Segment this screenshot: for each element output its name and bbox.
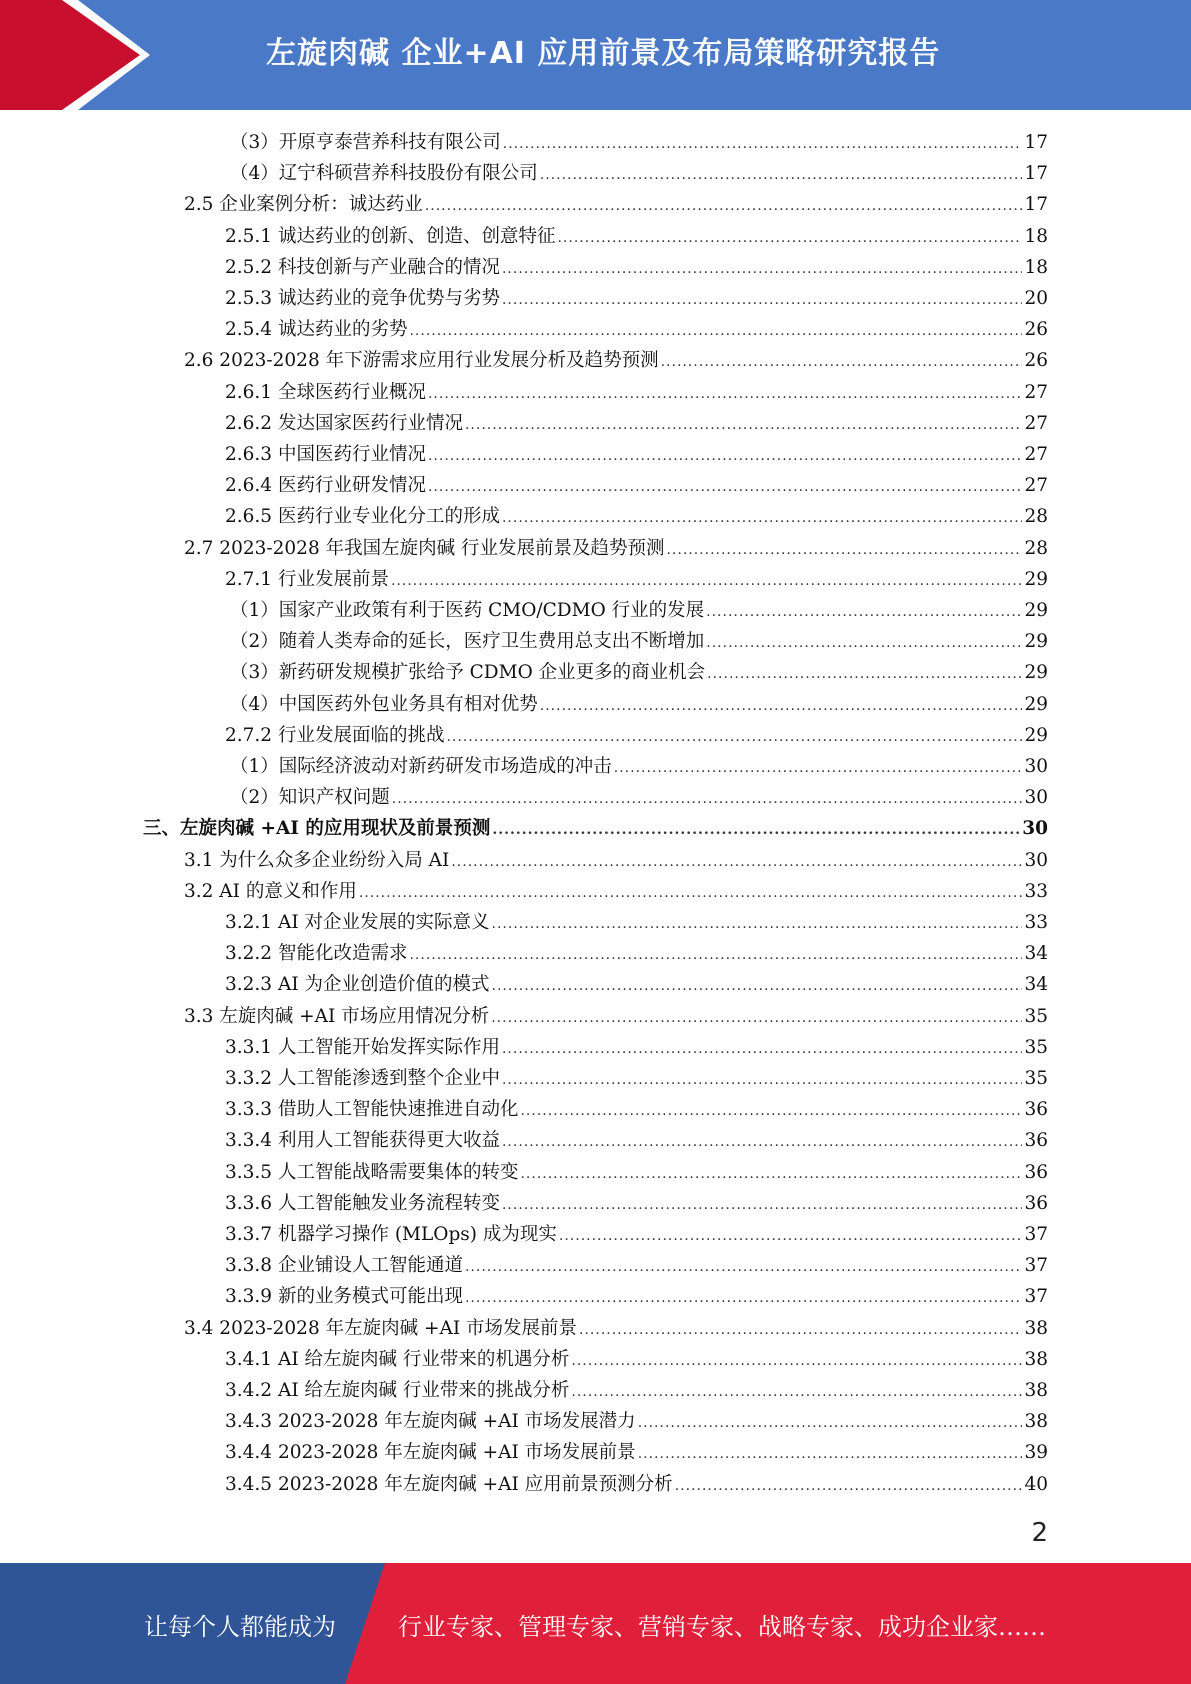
toc-entry-page: 35: [1024, 1005, 1048, 1027]
toc-entry[interactable]: [184, 189, 1048, 220]
toc-entry-title: 2.5.3 诚达药业的竞争优势与劣势: [225, 288, 500, 309]
toc-entry-title: 2.7 2023-2028 年我国左旋肉碱 行业发展前景及趋势预测: [184, 537, 665, 559]
toc-entry[interactable]: [225, 1032, 1048, 1063]
toc-entry-title: 3.2.3 AI 为企业创造价值的模式: [225, 974, 490, 996]
toc-dot-leader: [465, 1252, 1022, 1283]
toc-dot-leader: [502, 285, 1022, 316]
toc-entry-page: 29: [1024, 568, 1048, 590]
toc-entry[interactable]: [225, 501, 1048, 532]
footer-slogan-left: 让每个人都能成为: [144, 1613, 336, 1641]
toc-entry-page: 27: [1024, 381, 1048, 403]
toc-dot-leader: [638, 1439, 1023, 1470]
toc-entry[interactable]: [230, 595, 1048, 626]
toc-entry-page: 36: [1024, 1099, 1048, 1121]
toc-entry[interactable]: [230, 127, 1048, 158]
page-number: 2: [1031, 1518, 1048, 1548]
toc-entry-title: 2.5 企业案例分析：诚达药业: [184, 194, 423, 216]
page-footer: [0, 1563, 1191, 1684]
toc-entry-page: 38: [1024, 1380, 1048, 1401]
toc-entry[interactable]: [184, 845, 1048, 876]
toc-entry-page: 27: [1024, 475, 1048, 497]
toc-entry[interactable]: [184, 1001, 1048, 1032]
header-red-arrow: [0, 0, 148, 110]
toc-entry-page: 29: [1024, 631, 1048, 653]
toc-entry-page: 35: [1024, 1068, 1048, 1089]
toc-entry[interactable]: [225, 1125, 1048, 1156]
toc-entry-page: 29: [1024, 600, 1048, 621]
footer-slogan-right: 行业专家、管理专家、营销专家、战略专家、成功企业家……: [398, 1613, 1046, 1641]
toc-entry-title: 三、左旋肉碱 +AI 的应用现状及前景预测: [143, 818, 491, 840]
toc-entry[interactable]: [225, 720, 1048, 751]
toc-dot-leader: [707, 659, 1022, 690]
toc-entry-page: 29: [1024, 724, 1048, 746]
toc-dot-leader: [465, 1283, 1022, 1314]
toc-entry-page: 28: [1024, 537, 1048, 559]
toc-entry-title: 2.6.4 医药行业研发情况: [225, 475, 426, 497]
toc-dot-leader: [675, 1471, 1023, 1502]
toc-entry-title: （2）随着人类寿命的延长，医疗卫生费用总支出不断增加: [230, 631, 705, 653]
toc-entry-page: 30: [1024, 849, 1048, 871]
toc-entry[interactable]: [230, 626, 1048, 657]
toc-dot-leader: [502, 503, 1022, 534]
toc-entry[interactable]: [225, 470, 1048, 501]
page-header: [0, 0, 1191, 110]
toc-entry-title: 3.3.1 人工智能开始发挥实际作用: [225, 1036, 500, 1058]
toc-entry-title: 2.6.1 全球医药行业概况: [225, 381, 426, 403]
toc-entry-page: 38: [1024, 1411, 1048, 1433]
toc-dot-leader: [559, 1221, 1023, 1252]
toc-entry-page: 26: [1024, 350, 1048, 372]
toc-dot-leader: [491, 1003, 1022, 1034]
toc-entry[interactable]: [225, 1094, 1048, 1125]
toc-entry-page: 37: [1024, 1224, 1048, 1245]
toc-entry[interactable]: [184, 345, 1048, 376]
toc-entry-page: 26: [1024, 319, 1048, 341]
toc-entry-title: 3.3.2 人工智能渗透到整个企业中: [225, 1068, 500, 1089]
toc-entry-title: 2.6.5 医药行业专业化分工的形成: [225, 506, 500, 528]
toc-entry-page: 17: [1024, 163, 1048, 185]
toc-entry-page: 29: [1024, 693, 1048, 715]
toc-entry-page: 28: [1024, 506, 1048, 528]
toc-entry[interactable]: [230, 689, 1048, 720]
toc-entry[interactable]: [225, 1406, 1048, 1437]
toc-entry[interactable]: [225, 1469, 1048, 1500]
toc-entry-title: 3.4.5 2023-2028 年左旋肉碱 +AI 应用前景预测分析: [225, 1473, 673, 1495]
toc-entry-title: 3.4.3 2023-2028 年左旋肉碱 +AI 市场发展潜力: [225, 1411, 636, 1433]
toc-entry-page: 36: [1024, 1130, 1048, 1152]
toc-entry[interactable]: [225, 221, 1048, 252]
toc-entry[interactable]: [225, 564, 1048, 595]
toc-entry-page: 30: [1024, 756, 1048, 777]
toc-entry[interactable]: [230, 657, 1048, 688]
toc-entry-title: 3.4.4 2023-2028 年左旋肉碱 +AI 市场发展前景: [225, 1442, 636, 1464]
toc-entry-page: 18: [1024, 225, 1048, 247]
toc-entry-title: 2.6 2023-2028 年下游需求应用行业发展分析及趋势预测: [184, 350, 659, 372]
toc-entry[interactable]: [225, 969, 1048, 1000]
toc-entry-page: 33: [1024, 912, 1048, 933]
toc-entry[interactable]: [184, 533, 1048, 564]
report-title: 左旋肉碱 企业+AI 应用前景及布局策略研究报告: [266, 36, 941, 71]
toc-entry-title: 3.2 AI 的意义和作用: [184, 880, 357, 902]
toc-dot-leader: [492, 815, 1020, 846]
toc-entry[interactable]: [184, 1313, 1048, 1344]
toc-entry-page: 27: [1024, 412, 1048, 434]
toc-entry-page: 18: [1024, 256, 1048, 278]
toc-entry-page: 38: [1024, 1317, 1048, 1339]
toc-entry-page: 17: [1024, 194, 1048, 216]
toc-dot-leader: [428, 379, 1022, 410]
toc-dot-leader: [661, 347, 1023, 378]
toc-dot-leader: [446, 722, 1022, 753]
toc-dot-leader: [451, 847, 1022, 878]
toc-dot-leader: [520, 1159, 1022, 1190]
toc-entry-title: （2）知识产权问题: [230, 787, 390, 809]
toc-entry[interactable]: [225, 1188, 1048, 1219]
toc-dot-leader: [425, 191, 1023, 222]
toc-entry-title: （1）国家产业政策有利于医药 CMO/CDMO 行业的发展: [230, 600, 705, 621]
toc-entry-page: 34: [1024, 974, 1048, 996]
toc-entry[interactable]: [225, 1437, 1048, 1468]
toc-entry-title: 2.7.1 行业发展前景: [225, 568, 389, 590]
toc-dot-leader: [520, 1096, 1022, 1127]
toc-entry[interactable]: [225, 252, 1048, 283]
toc-entry[interactable]: [230, 751, 1048, 782]
toc-entry-page: 36: [1024, 1161, 1048, 1183]
toc-dot-leader: [428, 472, 1022, 503]
toc-dot-leader: [465, 410, 1022, 441]
toc-dot-leader: [392, 784, 1023, 815]
toc-entry-page: 33: [1024, 880, 1048, 902]
toc-entry[interactable]: [225, 408, 1048, 439]
toc-entry[interactable]: [225, 1344, 1048, 1375]
toc-entry[interactable]: [225, 1281, 1048, 1312]
toc-dot-leader: [540, 160, 1023, 191]
toc-entry[interactable]: [225, 1063, 1048, 1094]
toc-entry-title: 3.4 2023-2028 年左旋肉碱 +AI 市场发展前景: [184, 1317, 578, 1339]
toc-dot-leader: [502, 1190, 1022, 1221]
toc-dot-leader: [571, 1346, 1022, 1377]
toc-dot-leader: [502, 254, 1022, 285]
toc-dot-leader: [391, 566, 1022, 597]
toc-entry-page: 40: [1024, 1473, 1048, 1495]
toc-entry-title: 3.4.2 AI 给左旋肉碱 行业带来的挑战分析: [225, 1380, 570, 1401]
toc-entry-title: 2.5.1 诚达药业的创新、创造、创意特征: [225, 225, 556, 247]
toc-dot-leader: [492, 909, 1023, 940]
toc-dot-leader: [557, 223, 1022, 254]
toc-entry-title: （3）新药研发规模扩张给予 CDMO 企业更多的商业机会: [230, 662, 706, 684]
toc-dot-leader: [706, 597, 1022, 628]
toc-entry-page: 36: [1024, 1192, 1048, 1214]
toc-entry-page: 30: [1024, 787, 1048, 809]
toc-entry-title: 2.5.4 诚达药业的劣势: [225, 319, 408, 341]
toc-dot-leader: [359, 878, 1023, 909]
toc-entry[interactable]: [225, 377, 1048, 408]
toc-entry-title: 2.6.3 中国医药行业情况: [225, 444, 426, 465]
toc-entry-title: 3.2.2 智能化改造需求: [225, 943, 408, 965]
toc-entry-page: 38: [1024, 1348, 1048, 1370]
toc-dot-leader: [502, 1034, 1022, 1065]
toc-entry-title: 2.5.2 科技创新与产业融合的情况: [225, 256, 500, 278]
toc-entry[interactable]: [225, 283, 1048, 314]
toc-dot-leader: [409, 940, 1022, 971]
toc-entry[interactable]: [225, 314, 1048, 345]
toc-dot-leader: [409, 316, 1022, 347]
toc-entry-title: 3.3.7 机器学习操作 (MLOps) 成为现实: [225, 1224, 557, 1245]
toc-entry-title: （4）辽宁科硕营养科技股份有限公司: [230, 163, 538, 185]
toc-entry-title: （4）中国医药外包业务具有相对优势: [230, 693, 538, 715]
toc-dot-leader: [492, 971, 1023, 1002]
toc-entry-page: 27: [1024, 444, 1048, 465]
toc-dot-leader: [579, 1315, 1022, 1346]
toc-entry-title: （3）开原亨泰营养科技有限公司: [230, 132, 501, 153]
toc-dot-leader: [502, 1127, 1022, 1158]
toc-dot-leader: [706, 628, 1022, 659]
toc-dot-leader: [638, 1408, 1023, 1439]
toc-entry-title: 2.7.2 行业发展面临的挑战: [225, 724, 445, 746]
toc-entry-title: 3.2.1 AI 对企业发展的实际意义: [225, 912, 490, 933]
toc-dot-leader: [540, 691, 1023, 722]
toc-entry-page: 29: [1024, 662, 1048, 684]
toc-entry[interactable]: [225, 938, 1048, 969]
toc-entry[interactable]: [225, 1219, 1048, 1250]
toc-dot-leader: [614, 753, 1023, 784]
toc-entry-title: 3.3.5 人工智能战略需要集体的转变: [225, 1161, 519, 1183]
toc-entry-page: 30: [1022, 818, 1048, 840]
toc-entry-title: 3.1 为什么众多企业纷纷入局 AI: [184, 849, 450, 871]
toc-entry-title: 3.3.9 新的业务模式可能出现: [225, 1286, 463, 1308]
toc-entry[interactable]: [184, 876, 1048, 907]
toc-dot-leader: [571, 1377, 1022, 1408]
toc-entry[interactable]: [230, 782, 1048, 813]
toc-entry-page: 39: [1024, 1442, 1048, 1464]
toc-entry-page: 37: [1024, 1255, 1048, 1277]
toc-entry-title: 3.3.3 借助人工智能快速推进自动化: [225, 1099, 519, 1121]
toc-entry-title: 2.6.2 发达国家医药行业情况: [225, 412, 463, 434]
toc-entry[interactable]: [225, 1375, 1048, 1406]
toc-entry-title: 3.3 左旋肉碱 +AI 市场应用情况分析: [184, 1005, 490, 1027]
toc-entry-page: 37: [1024, 1286, 1048, 1308]
toc-entry[interactable]: [143, 813, 1048, 844]
toc-dot-leader: [502, 1065, 1022, 1096]
toc-entry-page: 35: [1024, 1036, 1048, 1058]
toc-entry-title: （1）国际经济波动对新药研发市场造成的冲击: [230, 756, 612, 777]
toc-entry[interactable]: [225, 1250, 1048, 1281]
toc-entry-page: 34: [1024, 943, 1048, 965]
toc-entry-title: 3.3.8 企业铺设人工智能通道: [225, 1255, 463, 1277]
toc-dot-leader: [503, 129, 1023, 160]
toc-entry-title: 3.3.6 人工智能触发业务流程转变: [225, 1192, 500, 1214]
toc-entry-title: 3.4.1 AI 给左旋肉碱 行业带来的机遇分析: [225, 1348, 570, 1370]
toc-dot-leader: [428, 441, 1022, 472]
toc-dot-leader: [666, 535, 1022, 566]
toc-entry[interactable]: [230, 158, 1048, 189]
toc-entry[interactable]: [225, 1157, 1048, 1188]
toc-entry[interactable]: [225, 439, 1048, 470]
toc-entry-title: 3.3.4 利用人工智能获得更大收益: [225, 1130, 500, 1152]
toc-entry-page: 17: [1024, 132, 1048, 153]
toc-entry-page: 20: [1024, 288, 1048, 309]
toc-entry[interactable]: [225, 907, 1048, 938]
